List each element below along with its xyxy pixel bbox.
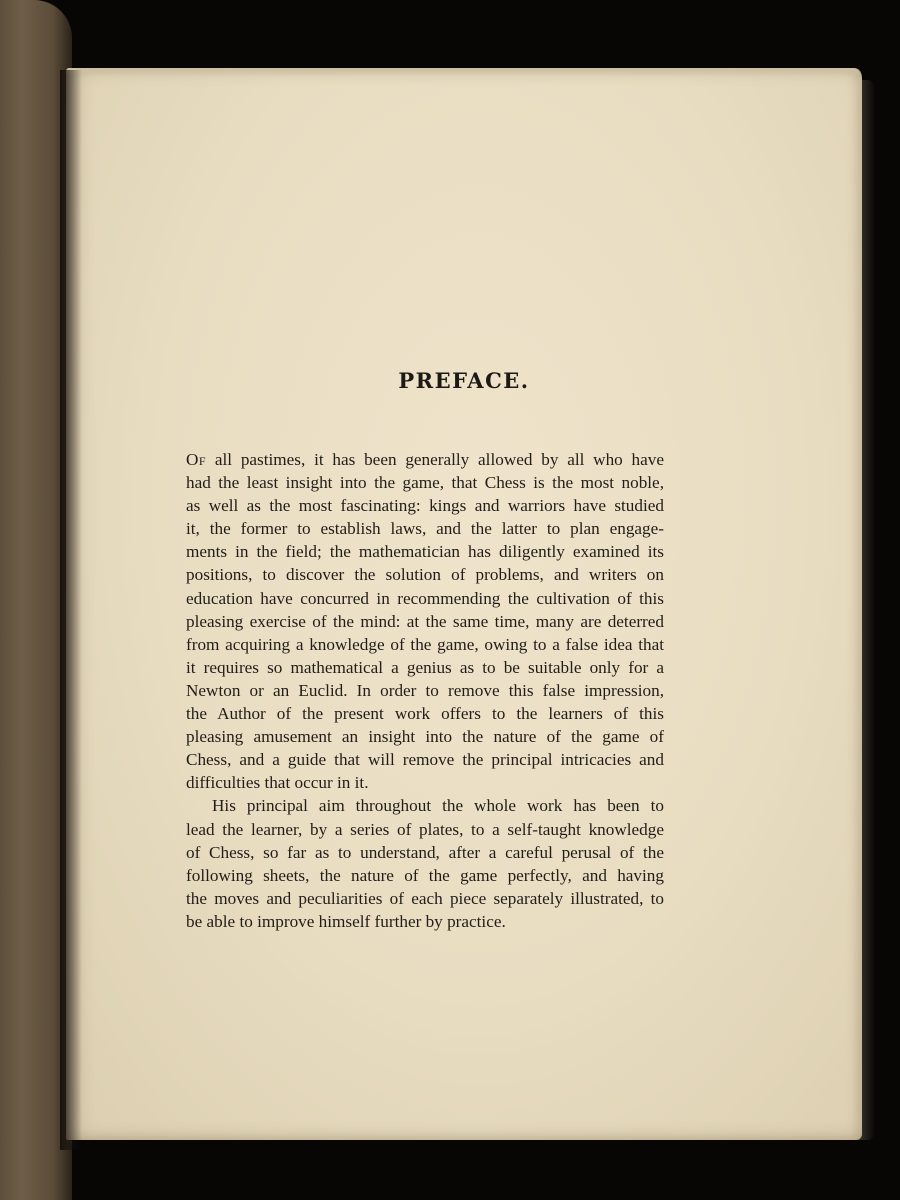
text-line bbox=[186, 448, 664, 471]
text-line: education have concurred in recommending the cultivation of this bbox=[186, 588, 664, 608]
page-top-edge bbox=[66, 68, 862, 76]
text-line: the moves and peculiarities of each piece separately illustrated, to bbox=[186, 888, 664, 908]
text-line: the Author of the present work offers to the learners of this bbox=[186, 704, 664, 724]
text-line: it requires so mathematical a genius as to be suitable only for a bbox=[186, 657, 664, 677]
preface-body bbox=[186, 448, 664, 933]
page-heading: PREFACE. bbox=[398, 368, 530, 393]
text-line: of Chess, so far as to understand, after a careful perusal of the bbox=[186, 842, 664, 862]
text-line: be able to improve himself further by practice. bbox=[186, 911, 506, 931]
text-line: difficulties that occur in it. bbox=[186, 773, 369, 793]
text-line: as well as the most fascinating: kings and warriors have studied bbox=[186, 496, 664, 516]
text-line: lead the learner, by a series of plates, to a self-taught knowledge bbox=[186, 819, 664, 839]
text-line: ments in the field; the mathematician has diligently examined its bbox=[186, 542, 664, 562]
opening-word: Of bbox=[186, 450, 207, 469]
text-line-content: all pastimes, it has been generally allowed by all who have bbox=[206, 450, 664, 469]
text-line: had the least insight into the game, that Chess is the most noble, bbox=[186, 473, 664, 493]
text-line: pleasing amusement an insight into the nature of the game of bbox=[186, 727, 664, 747]
text-line: following sheets, the nature of the game perfectly, and having bbox=[186, 865, 664, 885]
text-line: it, the former to establish laws, and the latter to plan engage- bbox=[186, 519, 664, 539]
text-line: positions, to discover the solution of problems, and writers on bbox=[186, 565, 664, 585]
text-line: Newton or an Euclid. In order to remove this false impression, bbox=[186, 680, 664, 700]
text-line: His principal aim throughout the whole work has been to bbox=[212, 796, 664, 816]
text-line: from acquiring a knowledge of the game, owing to a false idea that bbox=[186, 634, 664, 654]
text-line: pleasing exercise of the mind: at the same time, many are deterred bbox=[186, 611, 664, 631]
paragraph-2 bbox=[186, 794, 664, 933]
gutter-shadow bbox=[60, 70, 82, 1150]
book-page bbox=[66, 68, 862, 1140]
paragraph-1 bbox=[186, 448, 664, 794]
text-line: Chess, and a guide that will remove the principal intricacies and bbox=[186, 750, 664, 770]
